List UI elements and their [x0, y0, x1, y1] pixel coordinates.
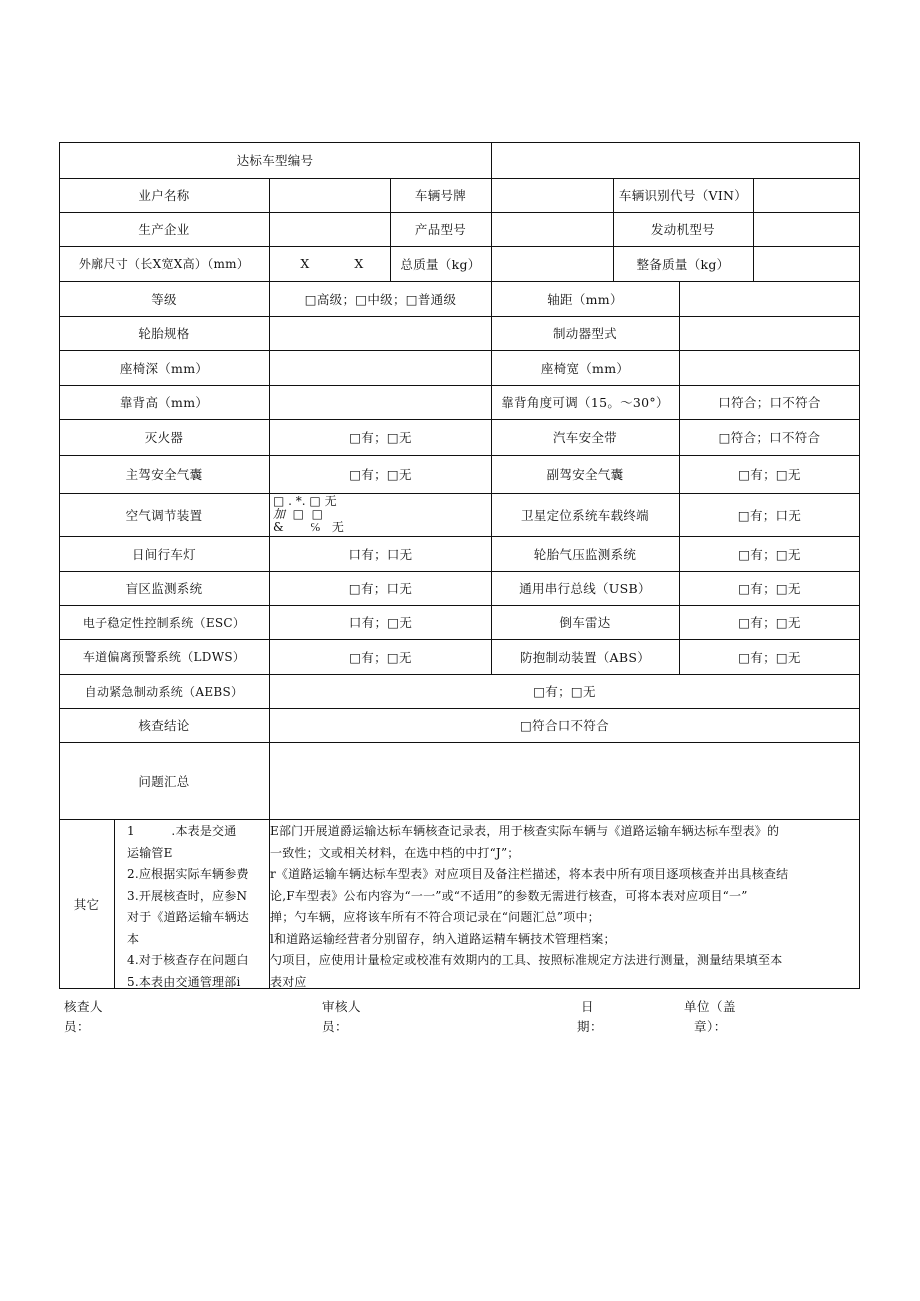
- label-drl: 日间行车灯: [131, 546, 196, 562]
- label-manufacturer: 生产企业: [138, 222, 190, 237]
- note-left-line: 2.应根据实际车辆参费: [127, 867, 249, 881]
- label-ldws: 车道偏离预警系统（LDWS）: [82, 650, 246, 664]
- label-conclusion: 核查结论: [138, 718, 190, 733]
- footer-inspector-line-2: 员：: [64, 1019, 91, 1034]
- footer-inspector-line-1: 核查人: [64, 999, 104, 1014]
- reverse-radar-options[interactable]: □有；□无: [738, 615, 801, 630]
- footer-date-line-1: 日: [581, 999, 595, 1014]
- label-tire-spec: 轮胎规格: [138, 326, 190, 341]
- footer-reviewer-line-2: 员：: [322, 1019, 349, 1034]
- note-right-line: 勺项目，应使用计量检定或校准有效期内的工具、按照标准规定方法进行测量，测量结果填至本: [270, 953, 783, 967]
- input-seat-depth[interactable]: [270, 351, 490, 384]
- label-driver-airbag: 主驾安全气囊: [125, 467, 203, 482]
- input-back-height[interactable]: [270, 386, 490, 418]
- label-vehicle-model-no: 达标车型编号: [236, 153, 314, 168]
- driver-airbag-options[interactable]: □有；□无: [349, 467, 412, 482]
- grade-options[interactable]: □高级；□中级；□普通级: [304, 291, 457, 307]
- label-extinguisher: 灭火器: [144, 430, 184, 445]
- note-right-line: l和道路运输经营者分别留存，纳入道路运精车辆技术管理档案；: [270, 931, 616, 946]
- ldws-options[interactable]: □有；□无: [349, 649, 412, 665]
- label-esc: 电子稳定性控制系统（ESC）: [82, 615, 246, 630]
- note-left-line: 5.本表由交通管理部i: [127, 974, 241, 989]
- note-left-line: 4.对于核查存在问题白: [127, 953, 249, 967]
- extinguisher-options[interactable]: □有；□无: [349, 430, 412, 445]
- ac-line-2: 加 □ □: [273, 507, 323, 521]
- input-curb-mass[interactable]: [754, 247, 858, 280]
- note-right-line: 论,F车型表》公布内容为“一一”或“不适用”的参数无需进行核查，可将本表对应项目“一”: [270, 888, 748, 903]
- label-wheelbase: 轴距（mm）: [547, 291, 623, 307]
- label-recline: 靠背角度可调（15。～30°）: [501, 395, 669, 410]
- air-conditioning-options[interactable]: [273, 495, 373, 534]
- input-seat-width[interactable]: [680, 351, 858, 384]
- notes-right-column: [270, 821, 858, 993]
- note-right-line: 一致性；文或相关材料，在选中档的中打“J”；: [270, 845, 520, 860]
- label-bsd: 盲区监测系统: [125, 581, 203, 596]
- label-dimensions: 外廓尺寸（长X宽X高）（mm）: [78, 257, 250, 271]
- input-tire-spec[interactable]: [270, 317, 490, 349]
- footer-date[interactable]: [577, 997, 603, 1037]
- conclusion-options[interactable]: □符合口不符合: [520, 718, 609, 733]
- input-plate-no[interactable]: [492, 179, 612, 211]
- ac-line-1: □ . *. □ 无: [273, 494, 337, 508]
- label-grade: 等级: [151, 291, 177, 307]
- label-engine-model: 发动机型号: [650, 222, 715, 237]
- input-brake-type[interactable]: [680, 317, 858, 349]
- note-left-line: 对于《道路运输车辆达: [127, 910, 250, 924]
- note-left-line: 3.开展核查时，应参N: [127, 888, 248, 903]
- note-right-line: 掸；勺车辆，应将该车所有不符合项记录在“问题汇总”项中；: [270, 910, 600, 924]
- label-other: 其它: [73, 896, 100, 912]
- seat-belt-options[interactable]: □符合；口不符合: [718, 430, 821, 445]
- footer-reviewer[interactable]: [322, 997, 361, 1037]
- label-curb-mass: 整备质量（kg）: [636, 256, 730, 272]
- dims-separator-1: X: [300, 256, 310, 271]
- notes-left-column: [127, 821, 267, 993]
- footer-date-line-2: 期：: [577, 1019, 604, 1034]
- footer-unit-line-2: 章）：: [694, 1019, 727, 1034]
- label-reverse-radar: 倒车雷达: [559, 615, 611, 630]
- input-owner-name[interactable]: [270, 179, 389, 211]
- usb-options[interactable]: □有；□无: [738, 581, 801, 596]
- input-vin[interactable]: [754, 179, 858, 211]
- note-left-line: 本: [127, 931, 140, 946]
- label-seat-width: 座椅宽（mm）: [540, 360, 630, 376]
- gps-terminal-options[interactable]: □有；口无: [737, 507, 802, 523]
- label-brake-type: 制动器型式: [552, 326, 617, 341]
- footer-unit-stamp[interactable]: [684, 997, 736, 1037]
- label-back-height: 靠背高（mm）: [119, 395, 209, 410]
- footer-reviewer-line-1: 审核人: [322, 999, 362, 1014]
- label-gross-mass: 总质量（kg）: [400, 256, 481, 272]
- label-usb: 通用串行总线（USB）: [519, 581, 651, 596]
- note-right-line: E部门开展道爵运输达标车辆核查记录表，用于核查实际车辆与《道路运输车辆达标车型表》的: [270, 824, 780, 838]
- note-left-line: 运输管E: [127, 845, 173, 860]
- input-manufacturer[interactable]: [270, 213, 389, 245]
- passenger-airbag-options[interactable]: □有；□无: [738, 467, 801, 482]
- drl-options[interactable]: 口有；口无: [348, 546, 413, 562]
- label-seat-depth: 座椅深（mm）: [119, 360, 209, 376]
- dims-separator-2: X: [354, 256, 364, 271]
- label-abs: 防抱制动装置（ABS）: [519, 649, 651, 665]
- note-right-line: r《道路运输车辆达标车型表》对应项目及备注栏描述，将本表中所有项目逐项核查并出具核查结: [270, 867, 789, 881]
- label-tpms: 轮胎气压监测系统: [533, 546, 637, 562]
- inspection-form-table: [59, 142, 860, 989]
- label-owner-name: 业户名称: [138, 188, 190, 203]
- tpms-options[interactable]: □有；□无: [738, 546, 801, 562]
- bsd-options[interactable]: □有；口无: [348, 581, 413, 596]
- input-vehicle-model-no[interactable]: [492, 143, 858, 177]
- input-product-model[interactable]: [492, 213, 612, 245]
- note-right-line: 表对应: [270, 974, 307, 989]
- label-product-model: 产品型号: [414, 222, 467, 237]
- aebs-options[interactable]: □有；□无: [533, 684, 596, 699]
- label-air-conditioning: 空气调节装置: [125, 507, 203, 523]
- note-left-line: 1 .本表是交通: [127, 824, 237, 838]
- footer-unit-line-1: 单位（盖: [684, 999, 737, 1014]
- label-aebs: 自动紧急制动系统（AEBS）: [84, 684, 244, 699]
- input-wheelbase[interactable]: [680, 282, 858, 315]
- label-vin: 车辆识别代号（VIN）: [618, 188, 748, 203]
- input-engine-model[interactable]: [754, 213, 858, 245]
- recline-options[interactable]: 口符合；口不符合: [718, 395, 821, 410]
- footer-inspector[interactable]: [64, 997, 103, 1037]
- label-seat-belt: 汽车安全带: [552, 430, 617, 445]
- abs-options[interactable]: □有；□无: [738, 649, 801, 665]
- input-issues-summary[interactable]: [270, 743, 858, 818]
- label-plate-no: 车辆号牌: [414, 188, 467, 203]
- ac-line-3: & ℅ 无: [273, 520, 344, 534]
- label-issues-summary: 问题汇总: [138, 773, 190, 789]
- input-gross-mass[interactable]: [492, 247, 612, 280]
- label-gps-terminal: 卫星定位系统车载终端: [520, 507, 649, 523]
- esc-options[interactable]: 口有；□无: [348, 615, 413, 630]
- label-passenger-airbag: 副驾安全气囊: [546, 467, 624, 482]
